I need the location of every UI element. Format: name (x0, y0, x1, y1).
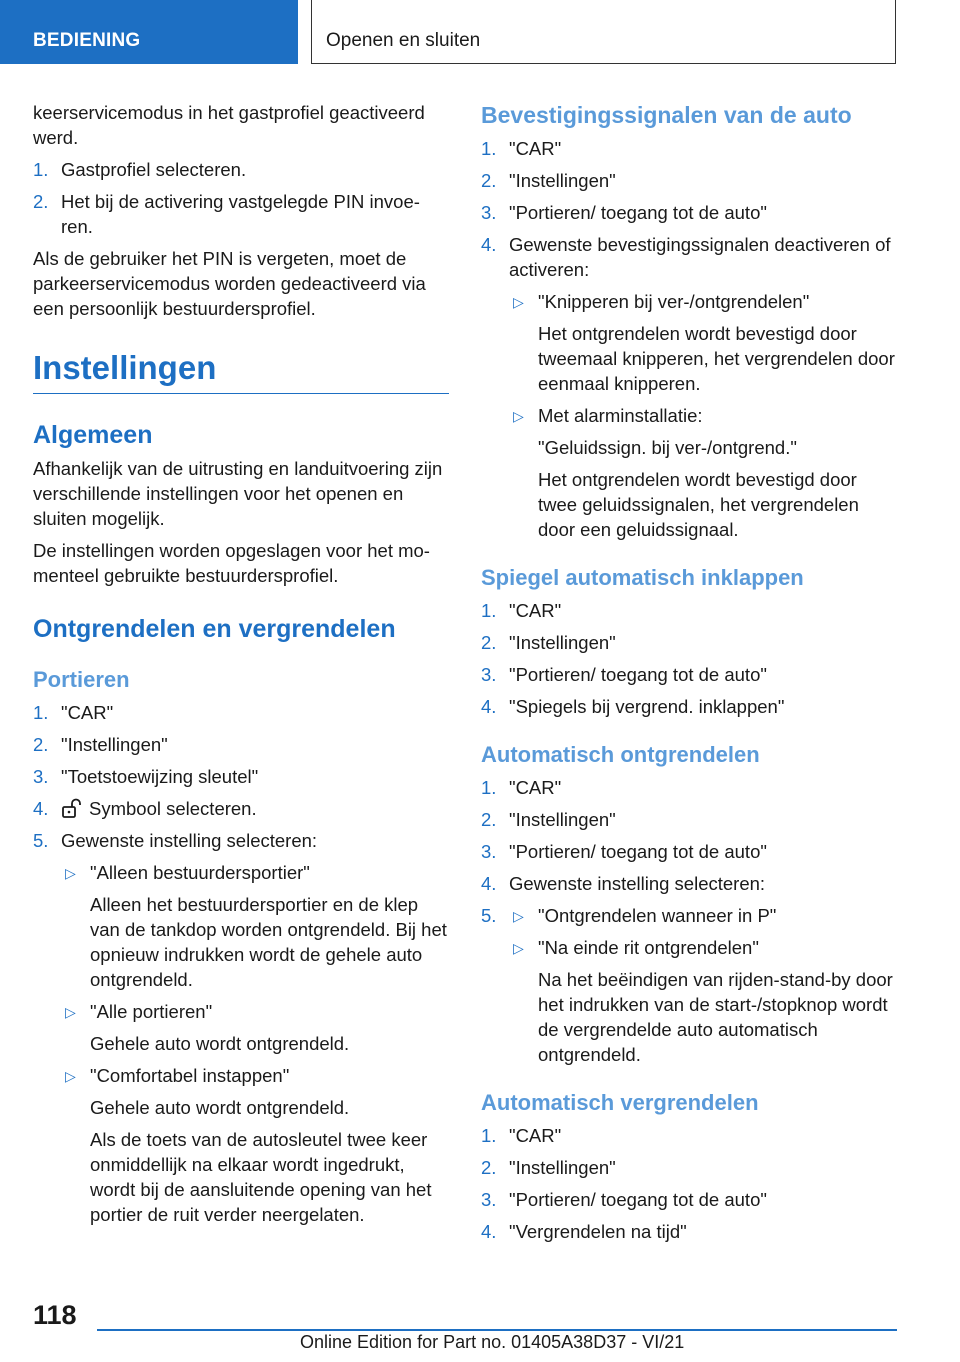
right-column (481, 100, 901, 1251)
option-item: ▷ "Na einde rit ontgrendelen" (481, 935, 901, 960)
option-description: Gehele auto wordt ontgrendeld. (90, 1033, 350, 1054)
header-section-tab (0, 0, 298, 64)
list-item: 1. "CAR" (481, 600, 562, 621)
header-chapter-label: Openen en sluiten (326, 30, 481, 51)
list-item: 2. "Instellingen" (481, 170, 616, 191)
list-item: 4. Gewenste instelling selecteren: (481, 873, 766, 894)
option-item: ▷ "Comfortabel instappen" (33, 1063, 449, 1088)
option-description: Als de toets van de autosleutel twee keer onmiddellijk na elkaar wordt ingedrukt, wordt bij de aansluitende opening van het portier de ruit verder neergelaten. (90, 1129, 432, 1225)
list-item: 3. "Portieren/ toegang tot de auto" (481, 664, 767, 685)
option-description: Alleen het bestuurdersportier en de klep van de tankdop worden ontgrendeld. Bij het opnieuw indrukken wordt de gehele auto ontgrendeld. (90, 894, 447, 990)
list-item: 1. "CAR" (481, 1125, 562, 1146)
list-item: 5. Gewenste instelling selecteren: (33, 830, 318, 851)
list-item: 4. "Spiegels bij vergrend. inklappen" (481, 696, 785, 717)
triangle-bullet-icon: ▷ (513, 908, 524, 924)
option-item: ▷ Met alarminstallatie: (481, 403, 901, 428)
list-item: 3. "Portieren/ toegang tot de auto" (481, 202, 767, 223)
list-item: 2. "Instellingen" (481, 632, 616, 653)
unlock-icon (61, 798, 83, 818)
list-item: 1. "CAR" (33, 702, 114, 723)
header-section-label: BEDIENING (33, 30, 141, 51)
left-column (33, 100, 449, 1234)
option-item: ▷ "Alleen bestuurdersportier" (33, 860, 449, 885)
list-item: 4. "Vergrendelen na tijd" (481, 1221, 687, 1242)
list-item: 3. "Portieren/ toegang tot de auto" (481, 1189, 767, 1210)
footer-divider (97, 1329, 897, 1331)
option-description: Het ontgrendelen wordt bevestigd door twee geluidssignalen, het vergrendelen door een geluidssignaal. (538, 469, 859, 540)
triangle-bullet-icon: ▷ (65, 1068, 76, 1084)
paragraph: Afhankelijk van de uitrusting en landuitvoering zijn verschillende instellingen voor het openen en sluiten mogelijk. (33, 458, 443, 529)
subsection-heading-auto-vergrendelen: Automatisch vergrendelen (481, 1090, 759, 1115)
subsection-heading-auto-ontgrendelen: Automatisch ontgrendelen (481, 742, 760, 767)
list-item: 1. "CAR" (481, 777, 562, 798)
list-item: 2. Het bij de activering vastgelegde PIN invoe-ren. (33, 191, 420, 237)
section-heading-ontgrendelen: Ontgrendelen en vergrendelen (33, 615, 396, 643)
paragraph: Als de gebruiker het PIN is vergeten, moet de parkeerservicemodus worden gedeactiveerd via een persoonlijk bestuurdersprofiel. (33, 248, 426, 319)
option-description: Na het beëindigen van rijden-stand-by door het indrukken van de start-/stopknop wordt de vergrendelde auto automatisch ontgrendeld. (538, 969, 893, 1065)
header-chapter-box (311, 0, 896, 64)
triangle-bullet-icon: ▷ (65, 1004, 76, 1020)
paragraph: De instellingen worden opgeslagen voor het mo-menteel gebruikte bestuurdersprofiel. (33, 540, 430, 586)
list-item: 1. Gastprofiel selecteren. (33, 159, 247, 180)
list-item: 4. Gewenste bevestigingssignalen deactiveren of activeren: (481, 234, 891, 280)
option-description: "Geluidssign. bij ver-/ontgrend." (538, 437, 797, 458)
page-number: 118 (33, 1300, 77, 1330)
subsection-heading-spiegel: Spiegel automatisch inklappen (481, 565, 804, 590)
list-item: 1. "CAR" (481, 138, 562, 159)
triangle-bullet-icon: ▷ (513, 940, 524, 956)
edition-footer: Online Edition for Part no. 01405A38D37 - VI/21 (300, 1332, 685, 1352)
section-heading-algemeen: Algemeen (33, 421, 153, 449)
list-item: 3. "Toetstoewijzing sleutel" (33, 766, 259, 787)
triangle-bullet-icon: ▷ (65, 865, 76, 881)
triangle-bullet-icon: ▷ (513, 408, 524, 424)
list-item: 4. Symbool selecteren. (33, 798, 257, 819)
option-item: 5. ▷ "Ontgrendelen wanneer in P" (481, 903, 901, 928)
option-description: Het ontgrendelen wordt bevestigd door tweemaal knipperen, het vergrendelen door eenmaal knipperen. (538, 323, 895, 394)
list-item: 2. "Instellingen" (481, 809, 616, 830)
page-title: Instellingen (33, 349, 449, 394)
list-item: 3. "Portieren/ toegang tot de auto" (481, 841, 767, 862)
intro-paragraph: keerservicemodus in het gastprofiel geactiveerd werd. (33, 102, 425, 148)
section-heading-bevestiging: Bevestigingssignalen van de auto (481, 102, 852, 128)
option-description: Gehele auto wordt ontgrendeld. (90, 1097, 350, 1118)
option-item: ▷ "Alle portieren" (33, 999, 449, 1024)
list-item: 2. "Instellingen" (481, 1157, 616, 1178)
option-item: ▷ "Knipperen bij ver-/ontgrendelen" (481, 289, 901, 314)
triangle-bullet-icon: ▷ (513, 294, 524, 310)
list-item: 2. "Instellingen" (33, 734, 168, 755)
subsection-heading-portieren: Portieren (33, 667, 130, 692)
